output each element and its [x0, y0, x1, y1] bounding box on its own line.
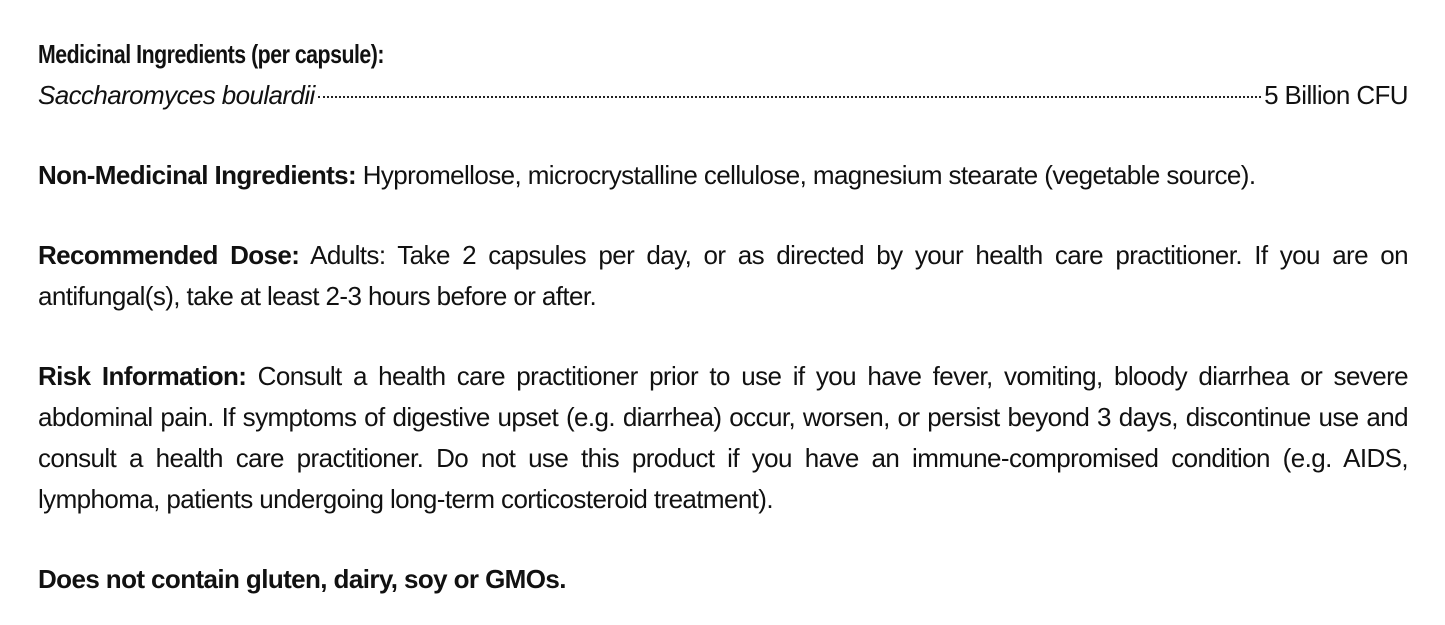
risk-information [38, 356, 1408, 520]
dose-text: Adults: Take 2 capsules per day, or as directed by your health care practitioner. If you are on antifungal(s), take at least 2-3 hours before or after. [38, 240, 1408, 311]
non-medicinal-ingredients [38, 155, 1408, 196]
spacer [38, 116, 1408, 155]
ingredient-name: Saccharomyces boulardii [38, 80, 315, 110]
dot-leader [318, 96, 1261, 98]
recommended-dose [38, 235, 1408, 317]
spacer [38, 520, 1408, 559]
label-panel [38, 34, 1408, 600]
non-medicinal-text: Hypromellose, microcrystalline cellulose, magnesium stearate (vegetable source). [356, 160, 1256, 190]
ingredient-amount: 5 Billion CFU [1264, 80, 1408, 110]
risk-label: Risk Information: [38, 361, 247, 391]
non-medicinal-label: Non-Medicinal Ingredients: [38, 160, 357, 190]
spacer [38, 317, 1408, 356]
risk-text: Consult a health care practitioner prior to use if you have fever, vomiting, bloody diarrhea or severe abdominal pain. If symptoms of digestive upset (e.g. diarrhea) occur, worsen, or persist beyond 3 days, discontinue use and consult a health care practitioner. Do not use this product if you have an immune-compromised condition (e.g. AIDS, lymphoma, patients undergoing long-term corticosteroid treatment). [38, 361, 1408, 514]
spacer [38, 196, 1408, 235]
medicinal-heading: Medicinal Ingredients (per capsule): [38, 39, 384, 69]
ingredient-row [38, 75, 1408, 116]
allergen-statement: Does not contain gluten, dairy, soy or GMOs. [38, 564, 566, 594]
dose-label: Recommended Dose: [38, 240, 300, 270]
